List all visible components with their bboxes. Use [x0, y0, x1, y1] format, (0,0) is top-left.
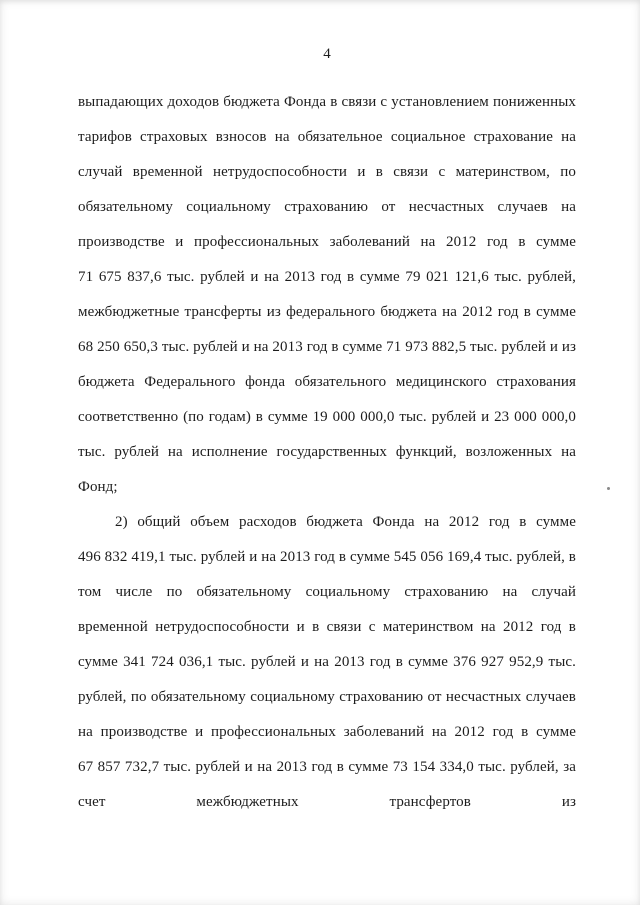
paragraph-item-2: 2) общий объем расходов бюджета Фонда на 2012 год в сумме 496 832 419,1 тыс. рублей и на 2013 год в сумме 545 056 169,4 тыс. рублей, в том числе по обязательному социальному страхованию на случай временной нетрудоспособности и в связи с материнством на 2012 год в сумме 341 724 036,1 тыс. рублей и на 2013 год в сумме 376 927 952,9 тыс. рублей, по обязательному социальному страхованию от несчастных случаев на производстве и профессиональных заболеваний на 2012 год в сумме 67 857 732,7 тыс. рублей и на 2013 год в сумме 73 154 334,0 тыс. рублей, за счет межбюджетных трансфертов из — [78, 514, 576, 810]
paragraph-continuation: выпадающих доходов бюджета Фонда в связи с установлением пониженных тарифов страховых взносов на обязательное социальное страхование на случай временной нетрудоспособности и в связи с материнством, по обязательному социальному страхованию от несчастных случаев на производстве и профессиональных заболеваний на 2012 год в сумме 71 675 837,6 тыс. рублей и на 2013 год в сумме 79 021 121,6 тыс. рублей, межбюджетные трансферты из федерального бюджета на 2012 год в сумме 68 250 650,3 тыс. рублей и на 2013 год в сумме 71 973 882,5 тыс. рублей и из бюджета Федерального фонда обязательного медицинского страхования соответственно (по годам) в сумме 19 000 000,0 тыс. рублей и 23 000 000,0 тыс. рублей на исполнение государственных функций, возложенных на Фонд; — [78, 94, 576, 495]
scan-artifact-dot — [607, 487, 610, 490]
page-number: 4 — [323, 46, 331, 62]
